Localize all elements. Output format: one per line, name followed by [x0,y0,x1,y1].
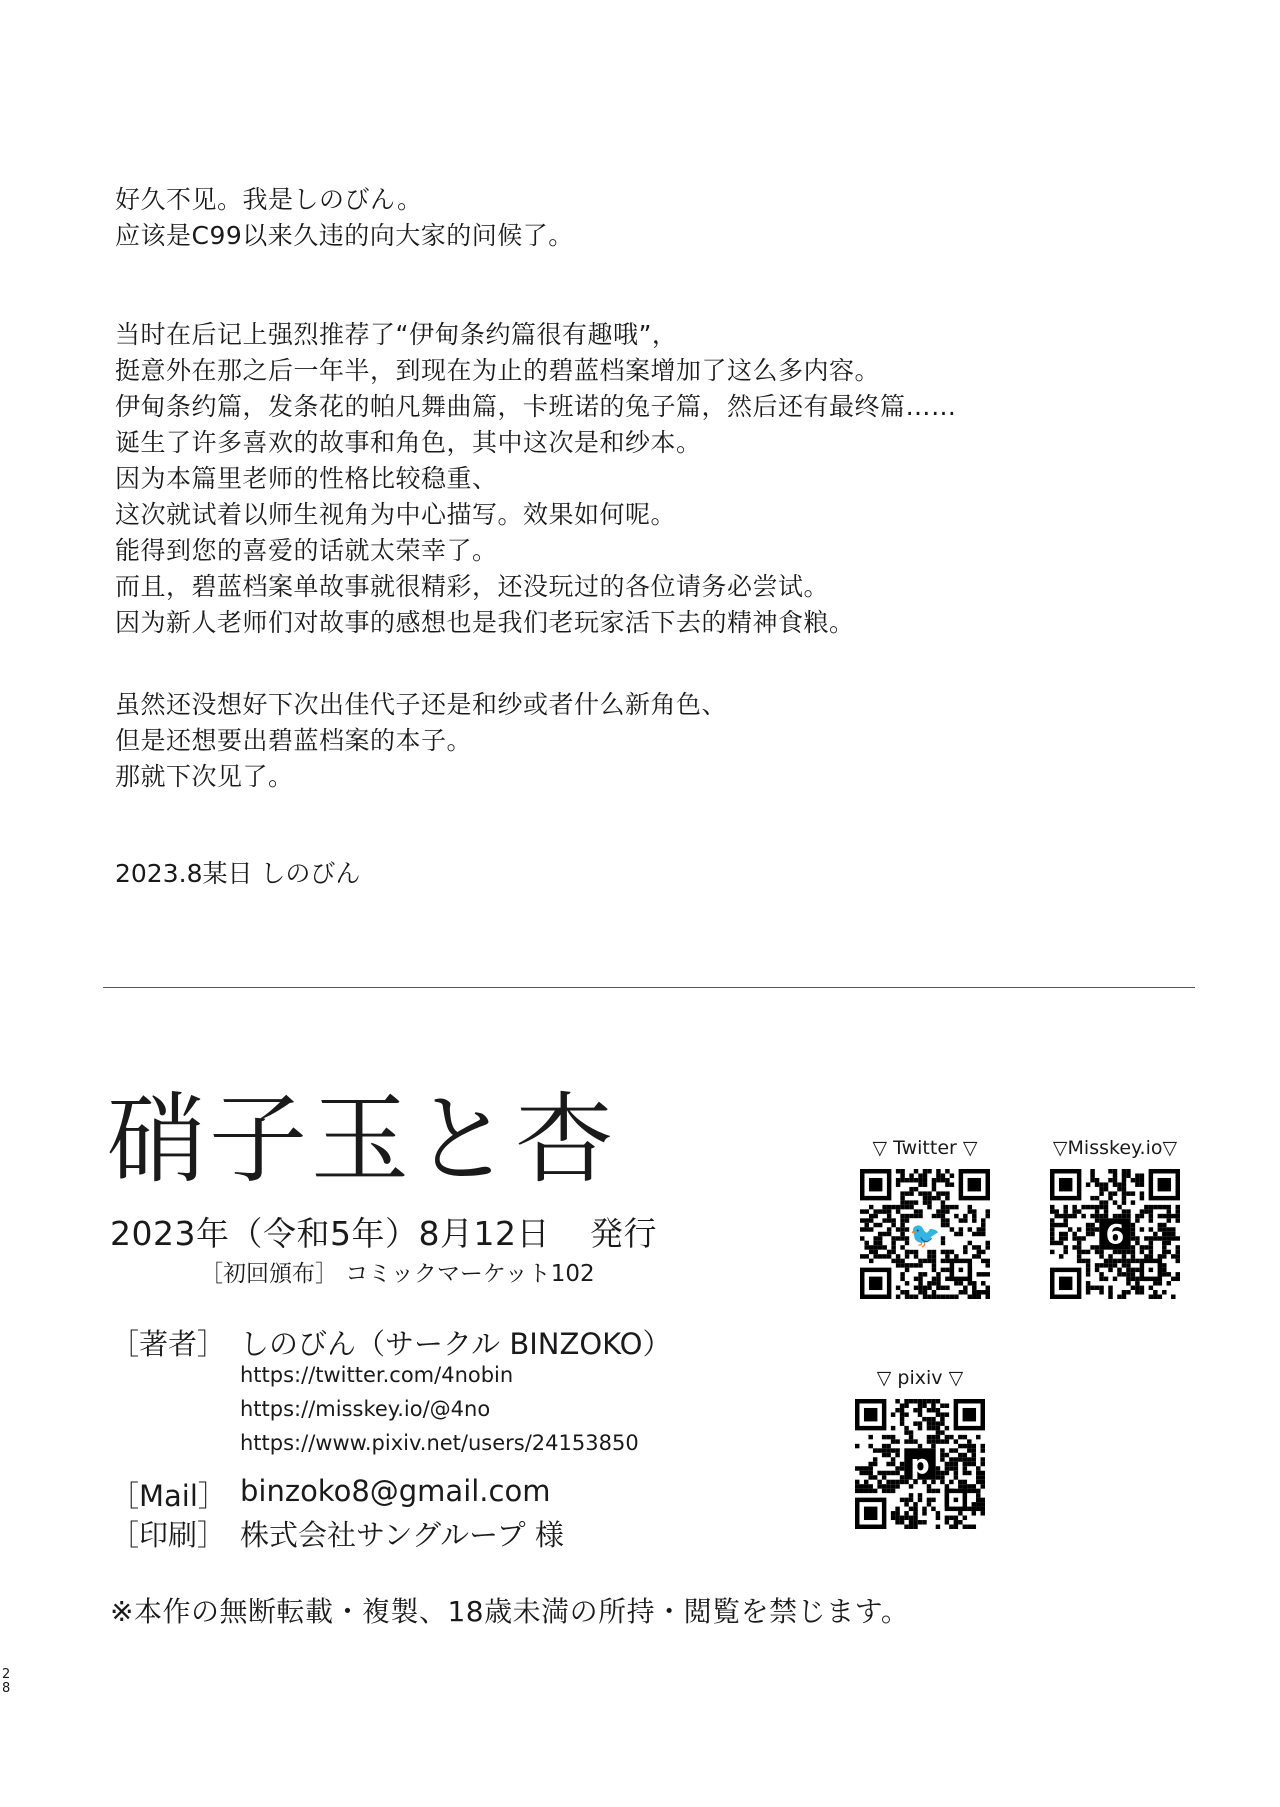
page-number-digit: 2 [2,1667,11,1682]
author-value: しのびん（サークル BINZOKO） [240,1327,672,1361]
printer-key: ［印刷］ [110,1518,227,1552]
author-row [110,1322,672,1363]
text-line: 应该是C99以来久违的向大家的问候了。 [115,221,574,250]
misskey-qr-code[interactable] [1050,1169,1180,1299]
misskey-icon: 6 [1105,1219,1125,1251]
afterword-paragraph-2 [115,317,957,641]
misskey-qr-block [1040,1137,1190,1299]
text-line: 但是还想要出碧蓝档案的本子。 [115,726,473,755]
text-line: 那就下次见了。 [115,762,294,791]
misskey-qr-label: ▽Misskey.io▽ [1052,1137,1178,1159]
mail-row [110,1474,551,1515]
twitter-url[interactable]: https://twitter.com/4nobin [240,1363,514,1387]
text-line: 伊甸条约篇，发条花的帕凡舞曲篇，卡班诺的兔子篇，然后还有最终篇…… [115,392,957,421]
text-line: 这次就试着以师生视角为中心描写。效果如何呢。 [115,500,677,529]
pixiv-qr-label: ▽ pixiv ▽ [876,1367,964,1389]
first-distribution: ［初回頒布］ コミックマーケット102 [200,1261,595,1287]
twitter-qr-code[interactable] [860,1169,990,1299]
text-line: 诞生了许多喜欢的故事和角色，其中这次是和纱本。 [115,428,702,457]
text-line: 因为新人老师们对故事的感想也是我们老玩家活下去的精神食粮。 [115,608,855,637]
text-line: 而且，碧蓝档案单故事就很精彩，还没玩过的各位请务必尝试。 [115,572,830,601]
pixiv-url[interactable]: https://www.pixiv.net/users/24153850 [240,1431,639,1455]
text-line: 因为本篇里老师的性格比较稳重、 [115,464,498,493]
pixiv-p-icon: p [910,1449,930,1481]
misskey-url[interactable]: https://misskey.io/@4no [240,1397,491,1421]
mail-value[interactable]: binzoko8@gmail.com [240,1474,551,1508]
date-value: 2023年（令和5年）8月12日 [110,1214,550,1253]
publication-date [110,1208,657,1255]
bird-icon: 🐦 [909,1220,941,1250]
text-line: 能得到您的喜爱的话就太荣幸了。 [115,536,498,565]
mail-key: ［Mail］ [110,1479,227,1513]
author-urls [240,1358,639,1460]
page-number [2,1668,10,1696]
date-label: 発行 [589,1214,657,1253]
afterword-signature: 2023.8某日 しのびん [115,859,361,888]
afterword-paragraph-3 [115,687,727,795]
twitter-qr-label: ▽ Twitter ▽ [872,1137,978,1159]
printer-value: 株式会社サングループ 様 [240,1518,564,1552]
text-line: 好久不见。我是しのびん。 [115,185,423,214]
printer-row [110,1513,564,1554]
text-line: 当时在后记上强烈推荐了“伊甸条约篇很有趣哦”， [115,320,678,349]
pixiv-qr-code[interactable] [855,1399,985,1529]
text-line: 挺意外在那之后一年半，到现在为止的碧蓝档案增加了这么多内容。 [115,356,881,385]
book-title: 硝子玉と杏 [107,1083,618,1197]
author-key: ［著者］ [110,1327,227,1361]
text-line: 虽然还没想好下次出佳代子还是和纱或者什么新角色、 [115,690,728,719]
afterword-paragraph-1 [115,182,574,254]
copyright-notice: ※本作の無断転載・複製、18歳未満の所持・閲覧を禁じます。 [110,1595,910,1628]
pixiv-qr-block [820,1367,1020,1529]
page-number-digit: 8 [2,1681,11,1696]
twitter-qr-block [825,1137,1025,1299]
section-divider [103,987,1195,988]
